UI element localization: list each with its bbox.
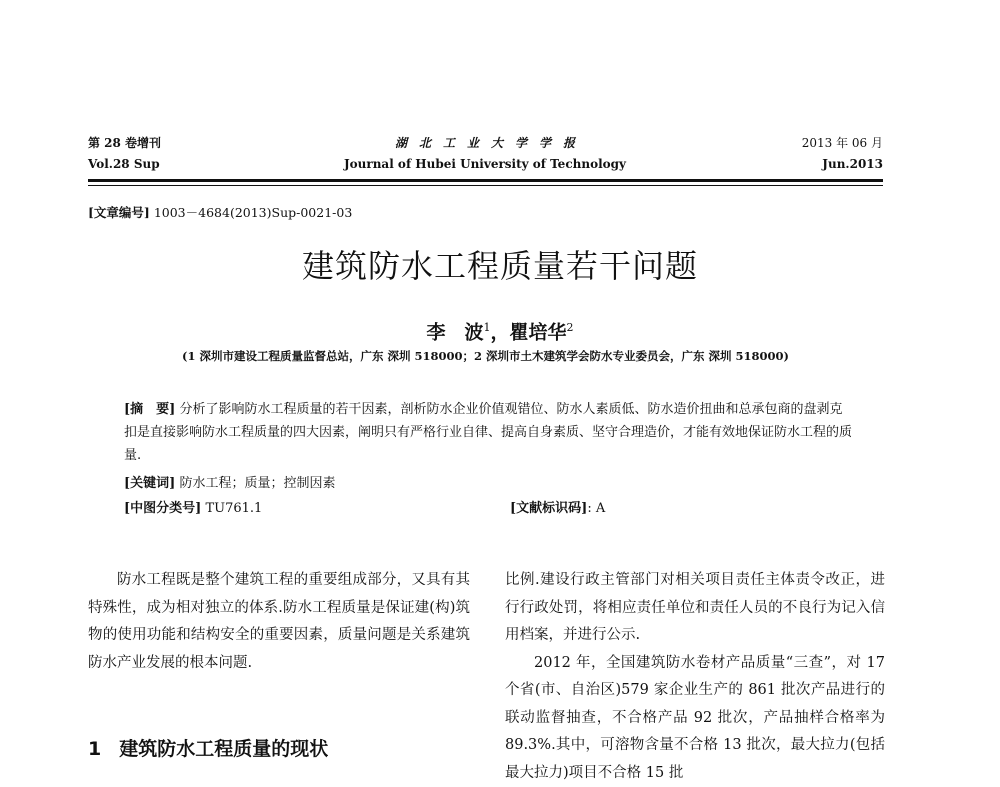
- volume-en: Vol.28 Sup: [88, 156, 160, 172]
- author-1-affil-mark: 1: [483, 321, 490, 334]
- author-1: 李 波: [426, 321, 483, 343]
- abstract-label: [摘 要]: [124, 402, 175, 417]
- left-column: [88, 567, 470, 677]
- author-separator: ，: [490, 321, 509, 343]
- header-rule-thin: [88, 185, 883, 186]
- paper-title: 建筑防水工程质量若干问题: [0, 246, 1000, 286]
- keywords-text: 防水工程；质量；控制因素: [179, 476, 335, 491]
- date-cn: 2013 年 06 月: [802, 135, 883, 151]
- right-paragraph-1: 比例.建设行政主管部门对相关项目责任主体责令改正，进行行政处罚，将相应责任单位和责任人员的不良行为记入信用档案，并进行公示.: [505, 567, 885, 650]
- author-2: 瞿培华: [510, 321, 567, 343]
- document-code: [510, 497, 605, 520]
- right-paragraph-2: 2012 年，全国建筑防水卷材产品质量“三查”，对 17 个省(市、自治区)579 家企业生产的 861 批次产品进行的联动监督抽查，不合格产品 92 批次，产品抽样合格率为 89.3%.其中，可溶物含量不合格 13 批次，最大拉力(包括最大拉力)项目不合格 15 批: [505, 650, 885, 787]
- article-number: [88, 204, 352, 222]
- abstract-text: 分析了影响防水工程质量的若干因素，剖析防水企业价值观错位、防水人素质低、防水造价扭曲和总承包商的盘剥克扣是直接影响防水工程质量的四大因素，阐明只有严格行业自律、提高自身素质、坚守合理造价，才能有效地保证防水工程的质量.: [124, 402, 852, 463]
- right-column: [505, 567, 885, 787]
- document-code-value: : A: [587, 501, 605, 516]
- abstract: [124, 398, 854, 467]
- keywords-label: [关键词]: [124, 476, 175, 491]
- keywords: [124, 472, 335, 495]
- affiliation: (1 深圳市建设工程质量监督总站，广东 深圳 518000；2 深圳市土木建筑学会防水专业委员会，广东 深圳 518000): [88, 348, 883, 364]
- article-number-label: [文章编号]: [88, 205, 150, 220]
- section-title: 建筑防水工程质量的现状: [119, 738, 328, 760]
- document-code-label: [文献标识码]: [510, 501, 587, 516]
- volume-cn: 第 28 卷增刊: [88, 135, 161, 151]
- section-number: 1: [88, 738, 101, 760]
- header-rule-thick: [88, 179, 883, 182]
- classification-value: TU761.1: [205, 501, 262, 516]
- classification-label: [中图分类号]: [124, 501, 201, 516]
- section-heading: [88, 736, 328, 762]
- author-line: [0, 315, 1000, 345]
- journal-cn: 湖 北 工 业 大 学 学 报: [0, 135, 970, 151]
- journal-en: Journal of Hubei University of Technology: [0, 156, 970, 172]
- date-en: Jun.2013: [822, 156, 883, 172]
- left-paragraph: 防水工程既是整个建筑工程的重要组成部分，又具有其特殊性，成为相对独立的体系.防水工程质量是保证建(构)筑物的使用功能和结构安全的重要因素，质量问题是关系建筑防水产业发展的根本问题.: [88, 567, 470, 677]
- classification-number: [124, 497, 262, 520]
- article-number-value: 1003－4684(2013)Sup-0021-03: [154, 205, 352, 220]
- author-2-affil-mark: 2: [567, 321, 574, 334]
